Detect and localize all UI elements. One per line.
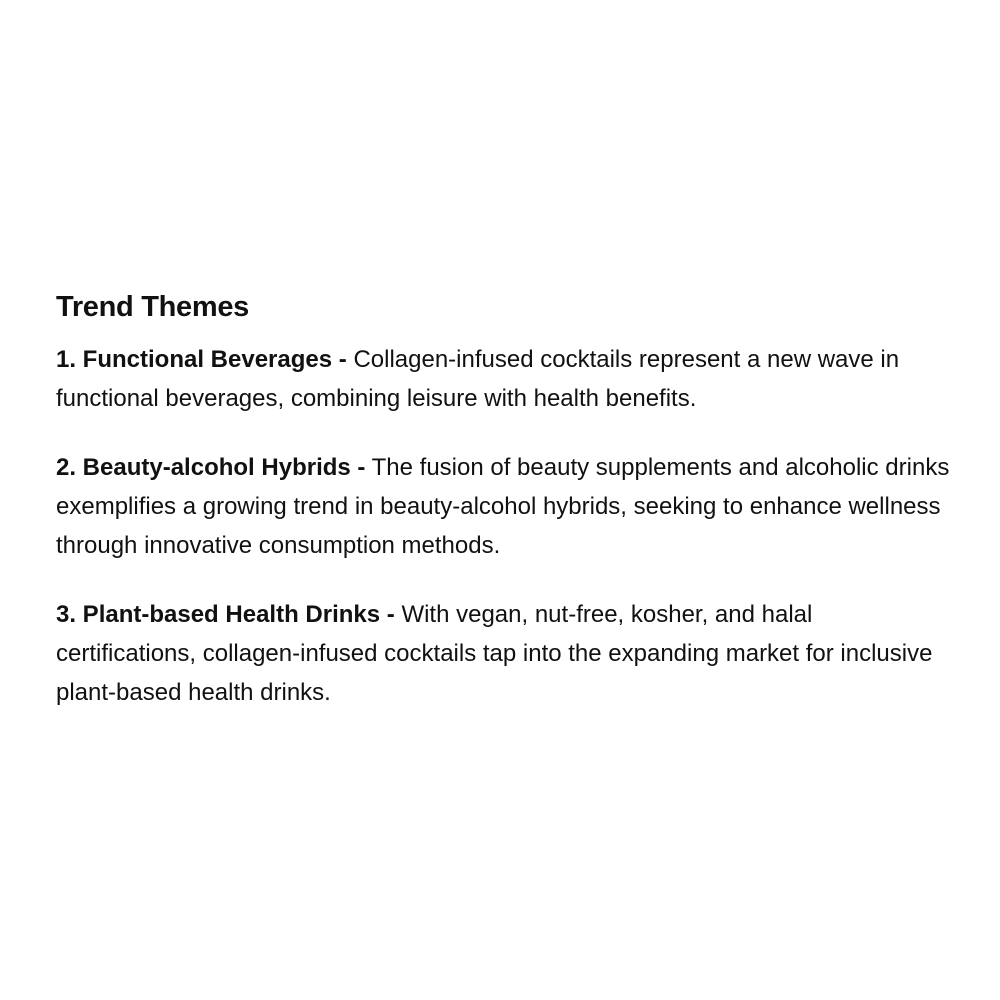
theme-text: The fusion of beauty supplements and alcoholic drinks exemplifies a growing trend in beauty-alcohol hybrids, seeking to enhance wellness through innovative consumption methods. [56,454,950,559]
section-title: Trend Themes [56,291,250,323]
theme-text: Collagen-infused cocktails represent a new wave in functional beverages, combining leisure with health benefits. [56,346,900,412]
theme-item-beauty-alcohol-hybrids [56,448,956,565]
theme-item-plant-based-health-drinks [56,595,956,712]
theme-heading: 3. Plant-based Health Drinks - [56,601,395,628]
theme-text: With vegan, nut-free, kosher, and halal certifications, collagen-infused cocktails tap into the expanding market for inclusive plant-based health drinks. [56,601,933,706]
theme-heading: 1. Functional Beverages - [56,346,347,373]
theme-item-functional-beverages [56,340,956,418]
theme-heading: 2. Beauty-alcohol Hybrids - [56,454,366,481]
trend-themes-section [56,288,956,742]
